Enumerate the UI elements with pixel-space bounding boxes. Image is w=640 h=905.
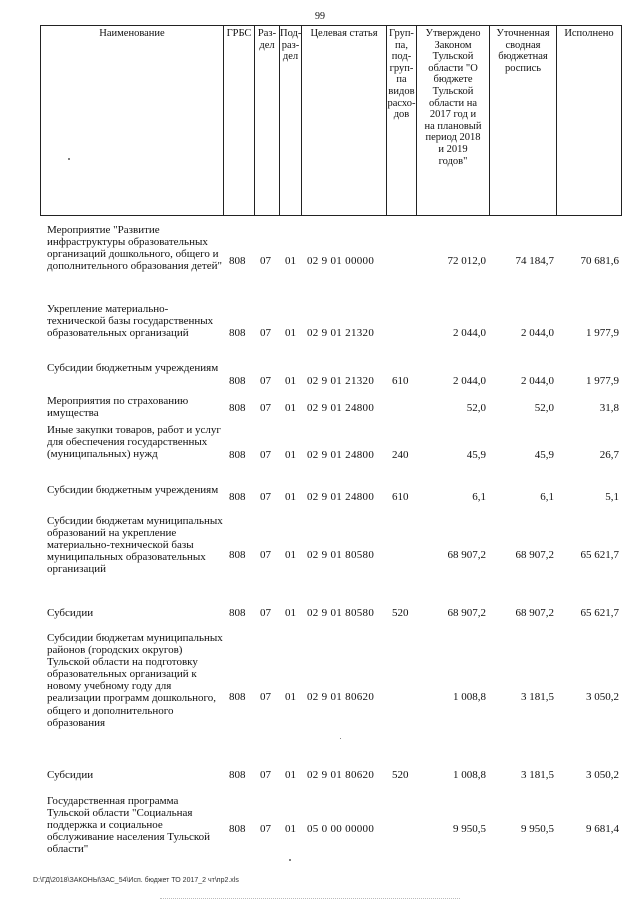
cell-gruppa: 610 [392, 375, 409, 387]
cell-ispolneno: 1 977,9 [586, 327, 619, 339]
row-name: Субсидии [47, 769, 94, 781]
cell-podrazdel: 01 [285, 691, 296, 703]
scan-speck [340, 738, 341, 739]
cell-ispolneno: 3 050,2 [586, 691, 619, 703]
row-name: Мероприятия по страхованию имущества [47, 395, 189, 420]
cell-grbs: 808 [229, 449, 246, 461]
cell-celevaya-statya: 02 9 01 80580 [307, 549, 375, 561]
cell-utochnennaya: 74 184,7 [515, 255, 554, 267]
cell-grbs: 808 [229, 607, 246, 619]
cell-gruppa: 610 [392, 491, 409, 503]
cell-grbs: 808 [229, 691, 246, 703]
header-podrazdel: Под- раз- дел [280, 28, 302, 63]
row-name: Субсидии бюджетным учреждениям [47, 362, 219, 374]
cell-grbs: 808 [229, 769, 246, 781]
cell-grbs: 808 [229, 823, 246, 835]
cell-ispolneno: 26,7 [599, 449, 619, 461]
header-grbs: ГРБС [226, 28, 252, 39]
cell-utverzhdeno: 45,9 [466, 449, 486, 461]
cell-utverzhdeno: 52,0 [466, 402, 486, 414]
cell-ispolneno: 70 681,6 [580, 255, 619, 267]
cell-utverzhdeno: 68 907,2 [447, 607, 486, 619]
cell-podrazdel: 01 [285, 549, 296, 561]
row-name: Субсидии бюджетам муниципальных образований на укрепление материально-технической базы муниципальных образовательных организаций [47, 515, 223, 576]
cell-utochnennaya: 2 044,0 [521, 327, 554, 339]
row-name: Государственная программа Тульской области "Социальная поддержка и социальное обслуживание населения Тульской области" [47, 795, 211, 856]
header-razdel: Раз- дел [257, 28, 277, 51]
cell-ispolneno: 9 681,4 [586, 823, 619, 835]
cell-utochnennaya: 3 181,5 [521, 691, 554, 703]
cell-celevaya-statya: 02 9 01 21320 [307, 375, 375, 387]
row-name: Субсидии [47, 607, 94, 619]
cell-utochnennaya: 2 044,0 [521, 375, 554, 387]
cell-podrazdel: 01 [285, 327, 296, 339]
cell-grbs: 808 [229, 549, 246, 561]
page-number: 99 [315, 11, 325, 22]
cell-celevaya-statya: 02 9 01 24800 [307, 449, 375, 461]
cell-utochnennaya: 68 907,2 [515, 549, 554, 561]
cell-podrazdel: 01 [285, 491, 296, 503]
cell-utverzhdeno: 68 907,2 [447, 549, 486, 561]
cell-grbs: 808 [229, 327, 246, 339]
cell-razdel: 07 [260, 491, 271, 503]
cell-celevaya-statya: 02 9 01 24800 [307, 402, 375, 414]
cell-utochnennaya: 6,1 [540, 491, 554, 503]
cell-celevaya-statya: 02 9 01 24800 [307, 491, 375, 503]
cell-ispolneno: 3 050,2 [586, 769, 619, 781]
row-name: Иные закупки товаров, работ и услуг для обеспечения государственных (муниципальных) нужд [47, 424, 221, 461]
scan-speck [289, 859, 291, 861]
cell-celevaya-statya: 02 9 01 80620 [307, 769, 375, 781]
cell-utverzhdeno: 9 950,5 [453, 823, 486, 835]
header-name: Наименование [99, 28, 165, 39]
cell-ispolneno: 5,1 [605, 491, 619, 503]
header-gruppa: Груп- па, под- груп- па видов расхо- дов [387, 28, 416, 121]
header-utochnennaya: Уточненная сводная бюджетная роспись [496, 28, 550, 74]
cell-ispolneno: 65 621,7 [580, 549, 619, 561]
cell-celevaya-statya: 02 9 01 80580 [307, 607, 375, 619]
cell-utverzhdeno: 6,1 [472, 491, 486, 503]
row-name: Укрепление материально-технической базы государственных образовательных организаций [47, 303, 214, 340]
header-ispolneno: Исполнено [564, 28, 614, 39]
cell-gruppa: 240 [392, 449, 409, 461]
cell-utochnennaya: 68 907,2 [515, 607, 554, 619]
cell-grbs: 808 [229, 402, 246, 414]
cell-celevaya-statya: 02 9 01 80620 [307, 691, 375, 703]
cell-grbs: 808 [229, 375, 246, 387]
cell-razdel: 07 [260, 607, 271, 619]
cell-razdel: 07 [260, 449, 271, 461]
cell-razdel: 07 [260, 375, 271, 387]
cell-ispolneno: 65 621,7 [580, 607, 619, 619]
cell-razdel: 07 [260, 549, 271, 561]
cell-razdel: 07 [260, 255, 271, 267]
header-utverzhdeno: Утверждено Законом Тульской области "О бюджете Тульской области на 2017 год и на плановый период 2018 и 2019 годов" [424, 28, 482, 167]
cell-podrazdel: 01 [285, 823, 296, 835]
cell-podrazdel: 01 [285, 375, 296, 387]
cell-utverzhdeno: 1 008,8 [453, 769, 486, 781]
cell-podrazdel: 01 [285, 769, 296, 781]
row-name: Субсидии бюджетам муниципальных районов (городских округов) Тульской области на подготовку образовательных организаций к новому учебному году для реализации программ дошкольного, общего и дополнительного образования [47, 632, 223, 729]
cell-utochnennaya: 45,9 [534, 449, 554, 461]
cell-utverzhdeno: 72 012,0 [447, 255, 486, 267]
file-path-footer: D:\ГД\2018\ЗАКОНЫ\ЗАС_54\Исп. бюджет ТО 2017_2 чт\пр2.xls [33, 877, 239, 884]
cell-ispolneno: 1 977,9 [586, 375, 619, 387]
cell-razdel: 07 [260, 327, 271, 339]
cell-utverzhdeno: 2 044,0 [453, 327, 486, 339]
cell-grbs: 808 [229, 255, 246, 267]
cell-grbs: 808 [229, 491, 246, 503]
cell-gruppa: 520 [392, 769, 409, 781]
cell-razdel: 07 [260, 823, 271, 835]
cell-celevaya-statya: 05 0 00 00000 [307, 823, 375, 835]
cell-utochnennaya: 3 181,5 [521, 769, 554, 781]
cell-podrazdel: 01 [285, 255, 296, 267]
header-celevaya-statya: Целевая статья [310, 28, 378, 39]
cell-celevaya-statya: 02 9 01 00000 [307, 255, 375, 267]
cell-utverzhdeno: 1 008,8 [453, 691, 486, 703]
cell-razdel: 07 [260, 402, 271, 414]
cell-razdel: 07 [260, 769, 271, 781]
cell-celevaya-statya: 02 9 01 21320 [307, 327, 375, 339]
cell-ispolneno: 31,8 [599, 402, 619, 414]
table-header [0, 25, 640, 216]
scan-speck [68, 158, 70, 160]
scan-artifact-line [160, 898, 460, 900]
cell-utverzhdeno: 2 044,0 [453, 375, 486, 387]
cell-podrazdel: 01 [285, 402, 296, 414]
row-name: Субсидии бюджетным учреждениям [47, 484, 219, 496]
cell-utochnennaya: 52,0 [534, 402, 554, 414]
cell-utochnennaya: 9 950,5 [521, 823, 554, 835]
row-name: Мероприятие "Развитие инфраструктуры образовательных организаций дошкольного, общего и дополнительного образования детей" [47, 224, 222, 273]
cell-razdel: 07 [260, 691, 271, 703]
cell-gruppa: 520 [392, 607, 409, 619]
cell-podrazdel: 01 [285, 607, 296, 619]
cell-podrazdel: 01 [285, 449, 296, 461]
